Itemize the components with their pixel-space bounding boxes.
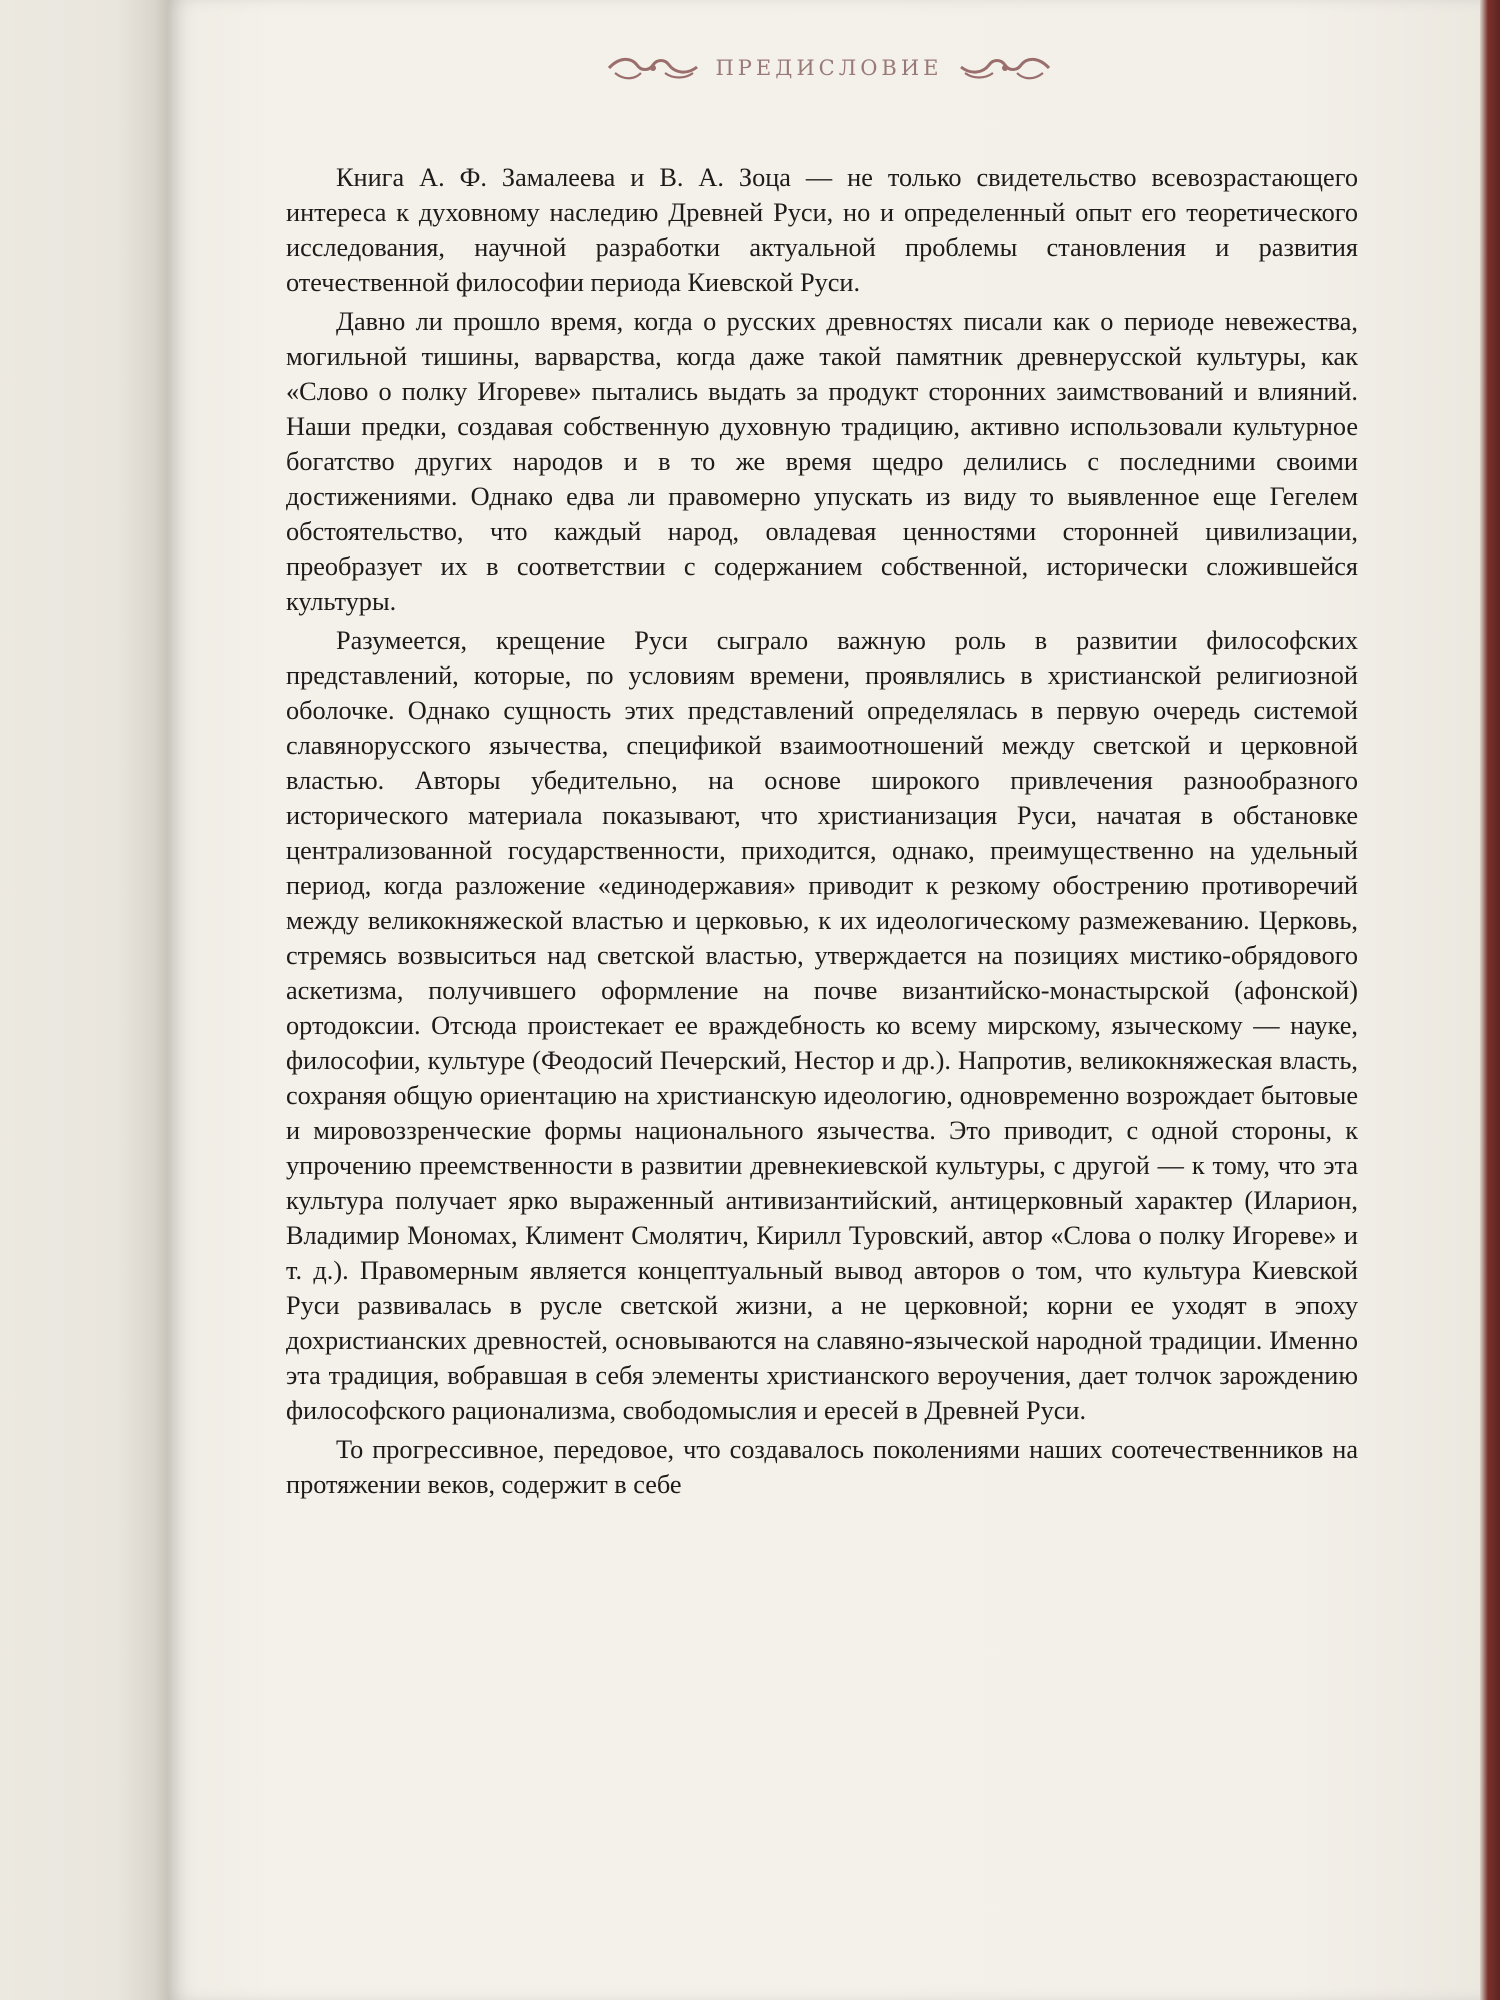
left-ornament-icon xyxy=(605,53,701,83)
book-cover-edge xyxy=(1480,0,1500,2000)
page-header xyxy=(168,48,1490,88)
paragraph: Давно ли прошло время, когда о русских древностях писали как о периоде невежества, могильной тишины, варварства, когда даже такой памятник древнерусской культуры, как «Слово о полку Игореве» пытались выдать за продукт сторонних заимствований и влияний. Наши предки, создавая собственную духовную традицию, активно использовали культурное богатство других народов и в то же время щедро делились с последними своими достижениями. Однако едва ли правомерно упускать из виду то выявленное еще Гегелем обстоятельство, что каждый народ, овладевая ценностями сторонней цивилизации, преобразует их в соответствии с содержанием собственной, исторически сложившейся культуры. xyxy=(286,307,1358,616)
running-head: ПРЕДИСЛОВИЕ xyxy=(715,56,943,80)
right-ornament-icon xyxy=(957,53,1053,83)
body-text xyxy=(286,160,1358,1506)
book-page xyxy=(168,0,1490,2000)
paragraph: Разумеется, крещение Руси сыграло важную роль в развитии философских представлений, которые, по условиям времени, проявлялись в христианской религиозной оболочке. Однако сущность этих представлений определялась в первую очередь системой славянорусского язычества, спецификой взаимоотношений между светской и церковной властью. Авторы убедительно, на основе широкого привлечения разнообразного исторического материала показывают, что христианизация Руси, начатая в обстановке централизованной государственности, приходится, однако, преимущественно на удельный период, когда разложение «единодержавия» приводит к резкому обострению противоречий между великокняжеской властью и церковью, к их идеологическому размежеванию. Церковь, стремясь возвыситься над светской властью, утверждается на позициях мистико-обрядового аскетизма, получившего оформление на почве византийско-монастырской (афонской) ортодоксии. Отсюда проистекает ее враждебность ко всему мирскому, языческому — науке, философии, культуре (Феодосий Печерский, Нестор и др.). Напротив, великокняжеская власть, сохраняя общую ориентацию на христианскую идеологию, одновременно возрождает бытовые и мировоззренческие формы национального язычества. Это приводит, с одной стороны, к упрочению преемственности в развитии древнекиевской культуры, с другой — к тому, что эта культура получает ярко выраженный антивизантийский, антицерковный характер (Иларион, Владимир Мономах, Климент Смолятич, Кирилл Туровский, автор «Слова о полку Игореве» и т. д.). Правомерным является концептуальный вывод авторов о том, что культура Киевской Руси развивалась в русле светской жизни, а не церковной; корни ее уходят в эпоху дохристианских древностей, основываются на славяно-языческой народной традиции. Именно эта традиция, вобравшая в себя элементы христианского вероучения, дает толчок зарождению философского рационализма, свободомыслия и ересей в Древней Руси. xyxy=(286,626,1358,1425)
paragraph: То прогрессивное, передовое, что создавалось поколениями наших соотечественников на протяжении веков, содержит в себе xyxy=(286,1435,1358,1499)
facing-page-edge xyxy=(0,0,168,2000)
paragraph: Книга А. Ф. Замалеева и В. А. Зоца — не только свидетельство всевозрастающего интереса к духовному наследию Древней Руси, но и определенный опыт его теоретического исследования, научной разработки актуальной проблемы становления и развития отечественной философии периода Киевской Руси. xyxy=(286,163,1358,297)
